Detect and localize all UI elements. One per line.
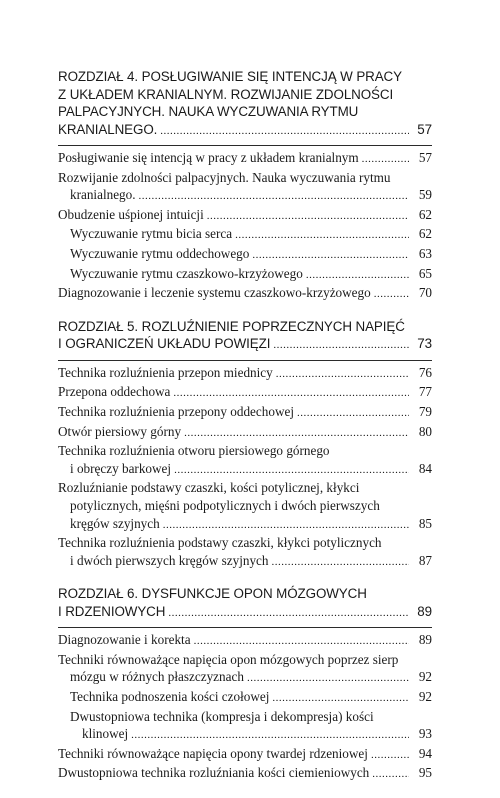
toc-entry-last-line: [58, 284, 432, 304]
toc-entry-text: klinowej: [82, 726, 129, 742]
toc-entry-last-line: [58, 745, 432, 765]
toc-entry: [58, 364, 432, 384]
toc-entry-last-line: [70, 265, 432, 285]
toc-entry: [58, 149, 432, 169]
toc-entry-text: i obręczy barkowej: [70, 460, 172, 476]
toc-entry-line: Rozwijanie zdolności palpacyjnych. Nauka wyczuwania rytmu: [58, 169, 391, 185]
dot-leader: [207, 208, 409, 226]
chapter-title-line: ROZDZIAŁ 4. POSŁUGIWANIE SIĘ INTENCJĄ W PRACY: [58, 69, 402, 84]
toc-page-number: 57: [418, 150, 432, 165]
toc-entry-text: kręgów szyjnych: [70, 515, 160, 531]
dot-leader: [372, 766, 409, 784]
chapter-title-last-line: [58, 603, 432, 623]
toc-entry-text: Technika rozluźnienia przepon miednicy: [58, 364, 273, 380]
toc-page-number: 70: [418, 285, 432, 301]
toc-entry: [58, 225, 432, 245]
dot-leader: [247, 670, 409, 688]
toc-entry-line: Technika rozluźnienia podstawy czaszki, kłykci potylicznych: [58, 535, 382, 551]
toc-page-number: 79: [418, 403, 432, 419]
toc-entry: [58, 708, 432, 745]
chapter-divider: [58, 145, 432, 146]
toc-entry-text: Diagnozowanie i korekta: [58, 632, 191, 648]
toc-entry-text: Przepona oddechowa: [58, 384, 171, 400]
toc-page-number: 92: [418, 669, 432, 685]
toc-page-number: 76: [418, 364, 432, 380]
dot-leader: [252, 247, 409, 265]
dot-leader: [362, 151, 409, 169]
toc-page-number: 87: [418, 552, 432, 568]
toc-entry-last-line: [70, 725, 432, 745]
chapter-title-last-line: [58, 335, 432, 355]
toc-entry-line: Technika rozluźnienia otworu piersiowego górnego: [58, 443, 330, 459]
chapter-title-line: PALPACYJNYCH. NAUKA WYCZUWANIA RYTMU: [58, 104, 359, 119]
toc-entry-text: i dwóch pierwszych kręgów szyjnych: [70, 552, 269, 568]
dot-leader: [272, 554, 410, 572]
toc-entry-last-line: [58, 383, 432, 403]
chapter-title-line: Z UKŁADEM KRANIALNYM. ROZWIJANIE ZDOLNOŚCI: [58, 86, 394, 102]
toc-entry: [58, 423, 432, 443]
toc-page-number: 94: [418, 745, 432, 761]
toc-entry: [58, 631, 432, 651]
dot-leader: [273, 337, 409, 355]
dot-leader: [160, 123, 409, 141]
toc-entry-last-line: [58, 764, 432, 784]
toc-entry-text: Wyczuwanie rytmu oddechowego: [70, 245, 250, 261]
chapter-title-text: I RDZENIOWYCH: [58, 603, 166, 619]
toc-entry-text: Technika rozluźnienia przepony oddechowej: [58, 403, 294, 419]
toc-entry-last-line: [70, 245, 432, 265]
chapter-heading: [58, 585, 432, 622]
toc-entry-last-line: [58, 515, 432, 535]
toc-entry-last-line: [58, 668, 432, 688]
chapter-page-number: 89: [417, 603, 432, 619]
toc-entry: [58, 534, 432, 571]
toc-entry-last-line: [58, 460, 432, 480]
toc-page-number: 93: [418, 726, 432, 742]
chapter-block: [58, 318, 432, 572]
toc-entry-last-line: [70, 225, 432, 245]
toc-entry-text: Otwór piersiowy górny: [58, 423, 182, 439]
toc-entry: [58, 169, 432, 206]
chapter-title-last-line: [58, 121, 432, 141]
toc-entry: [58, 651, 432, 688]
toc-page-number: 77: [418, 384, 432, 400]
toc-page-number: 62: [418, 206, 432, 222]
dot-leader: [306, 267, 409, 285]
toc-page-number: 62: [418, 226, 432, 242]
toc-entry-text: Dwustopniowa technika rozluźniania kości ciemieniowych: [58, 765, 370, 781]
toc-page-number: 89: [418, 632, 432, 648]
toc-entry: [58, 383, 432, 403]
toc-entry-last-line: [58, 149, 432, 169]
chapter-page-number: 57: [417, 121, 432, 137]
toc-page-number: 92: [418, 689, 432, 705]
table-of-contents: [58, 68, 432, 798]
toc-page-number: 84: [418, 460, 432, 476]
toc-entry-line: Rozluźnianie podstawy czaszki, kości potylicznej, kłykci: [58, 480, 360, 496]
toc-entry: [58, 265, 432, 285]
dot-leader: [174, 462, 409, 480]
toc-entry-last-line: [58, 364, 432, 384]
chapter-title-line: ROZDZIAŁ 5. ROZLUŹNIENIE POPRZECZNYCH NAPIĘĆ: [58, 318, 405, 334]
chapter-title-text: I OGRANICZEŃ UKŁADU POWIĘZI: [58, 336, 271, 352]
toc-entry-text: kranialnego.: [70, 187, 136, 203]
dot-leader: [168, 605, 409, 623]
toc-entry: [58, 688, 432, 708]
chapter-title-line: ROZDZIAŁ 6. DYSFUNKCJE OPON MÓZGOWYCH: [58, 586, 367, 602]
toc-entry-line: Techniki równoważące napięcia opon mózgowych poprzez sierp: [58, 651, 399, 667]
chapter-block: [58, 585, 432, 784]
toc-entry-last-line: [58, 206, 432, 226]
toc-entry: [58, 284, 432, 304]
toc-page-number: 65: [418, 265, 432, 281]
toc-entry: [58, 745, 432, 765]
toc-entry-last-line: [58, 423, 432, 443]
chapter-divider: [58, 627, 432, 628]
toc-page-number: 85: [418, 515, 432, 531]
toc-entry: [58, 245, 432, 265]
toc-entry-line: Dwustopniowa technika (kompresja i dekompresja) kości: [70, 708, 374, 724]
toc-entry-text: Wyczuwanie rytmu bicia serca: [70, 226, 233, 242]
toc-entry-text: Diagnozowanie i leczenie systemu czaszkowo-krzyżowego: [58, 285, 371, 301]
dot-leader: [163, 517, 409, 535]
toc-page-number: 63: [418, 245, 432, 261]
toc-entry-last-line: [70, 688, 432, 708]
dot-leader: [297, 405, 409, 423]
dot-leader: [371, 747, 409, 765]
chapter-heading: [58, 68, 432, 140]
toc-entry-text: mózgu w różnych płaszczyznach: [70, 669, 244, 685]
toc-page-number: 95: [418, 765, 432, 781]
toc-entry-text: Obudzenie uśpionej intuicji: [58, 206, 204, 222]
toc-entry-text: Technika podnoszenia kości czołowej: [70, 689, 270, 705]
toc-entry-text: Techniki równoważące napięcia opony twardej rdzeniowej: [58, 745, 368, 761]
toc-entry-last-line: [58, 403, 432, 423]
toc-entry-text: Posługiwanie się intencją w pracy z układem kranialnym: [58, 150, 359, 165]
dot-leader: [194, 633, 409, 651]
toc-entry: [58, 403, 432, 423]
dot-leader: [184, 425, 409, 443]
toc-entry: [58, 479, 432, 534]
dot-leader: [276, 366, 409, 384]
chapter-divider: [58, 360, 432, 361]
toc-entry-last-line: [58, 552, 432, 572]
chapter-block: [58, 68, 432, 304]
dot-leader: [235, 227, 409, 245]
chapter-heading: [58, 318, 432, 355]
toc-entry: [58, 764, 432, 784]
toc-entry: [58, 442, 432, 479]
dot-leader: [374, 286, 409, 304]
toc-page-number: 59: [418, 187, 432, 203]
dot-leader: [272, 690, 409, 708]
toc-entry-line: potylicznych, mięśni podpotylicznych i dwóch pierwszych: [70, 497, 380, 513]
toc-entry-text: Wyczuwanie rytmu czaszkowo-krzyżowego: [70, 265, 303, 281]
dot-leader: [139, 188, 409, 206]
dot-leader: [173, 385, 409, 403]
toc-entry: [58, 206, 432, 226]
dot-leader: [131, 727, 409, 745]
toc-entry-last-line: [58, 186, 432, 206]
toc-page-number: 80: [418, 423, 432, 439]
chapter-title-text: KRANIALNEGO.: [58, 121, 158, 137]
chapter-page-number: 73: [417, 336, 432, 352]
toc-entry-last-line: [58, 631, 432, 651]
